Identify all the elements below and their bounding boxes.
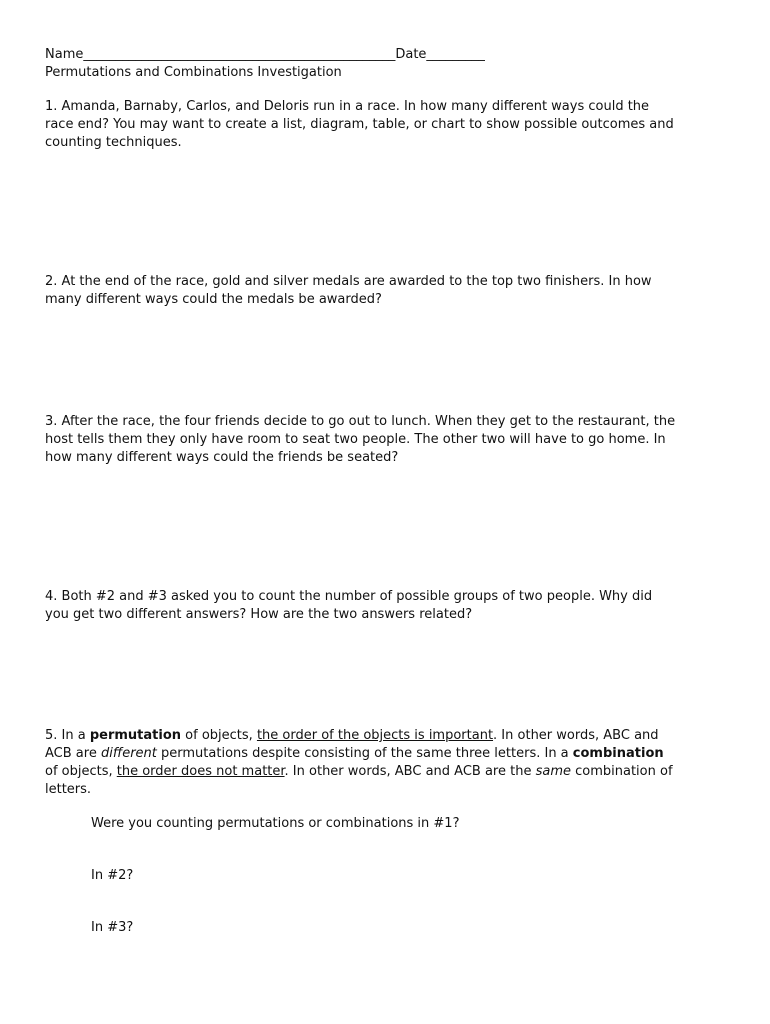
question-3-line-3: how many different ways could the friends be seated? xyxy=(45,450,399,465)
text-run: of objects, xyxy=(181,728,257,743)
question-1-line-1: 1. Amanda, Barnaby, Carlos, and Deloris run in a race. In how many different ways could the xyxy=(45,99,650,114)
question-3-line-1: 3. After the race, the four friends decide to go out to lunch. When they get to the restaurant, the xyxy=(45,414,676,429)
text-run: permutations despite consisting of the same three letters. In a xyxy=(156,746,573,761)
emphasis-same: same xyxy=(535,764,571,779)
sub-question-3: In #3? xyxy=(91,920,134,935)
question-5-line-2 xyxy=(45,745,664,763)
underlined-phrase: the order does not matter xyxy=(116,764,285,779)
question-5-line-3 xyxy=(45,763,673,781)
question-5-line-1 xyxy=(45,727,659,745)
question-2-line-2: many different ways could the medals be awarded? xyxy=(45,292,382,307)
emphasis-different: different xyxy=(100,746,157,761)
term-permutation: permutation xyxy=(89,728,182,743)
sub-question-2: In #2? xyxy=(91,868,134,883)
question-5-line-4: letters. xyxy=(45,782,92,797)
text-run: . In other words, ABC and ACB are the xyxy=(284,764,536,779)
name-date-line: Name________________________________________________Date_________ xyxy=(45,47,485,62)
question-2-line-1: 2. At the end of the race, gold and silver medals are awarded to the top two finishers. In how xyxy=(45,274,652,289)
question-3-line-2: host tells them they only have room to seat two people. The other two will have to go home. In xyxy=(45,432,666,447)
text-run: 5. In a xyxy=(45,728,90,743)
text-run: ACB are xyxy=(45,746,101,761)
question-4-line-1: 4. Both #2 and #3 asked you to count the number of possible groups of two people. Why did xyxy=(45,589,653,604)
worksheet-title: Permutations and Combinations Investigation xyxy=(45,65,342,80)
text-run: . In other words, ABC and xyxy=(493,728,659,743)
text-run: combination of xyxy=(570,764,673,779)
question-1-line-2: race end? You may want to create a list, diagram, table, or chart to show possible outcomes and xyxy=(45,117,674,132)
term-combination: combination xyxy=(572,746,664,761)
sub-question-1: Were you counting permutations or combinations in #1? xyxy=(91,816,460,831)
question-4-line-2: you get two different answers? How are the two answers related? xyxy=(45,607,473,622)
question-1-line-3: counting techniques. xyxy=(45,135,182,150)
underlined-phrase: the order of the objects is important xyxy=(256,728,494,743)
text-run: of objects, xyxy=(45,764,117,779)
